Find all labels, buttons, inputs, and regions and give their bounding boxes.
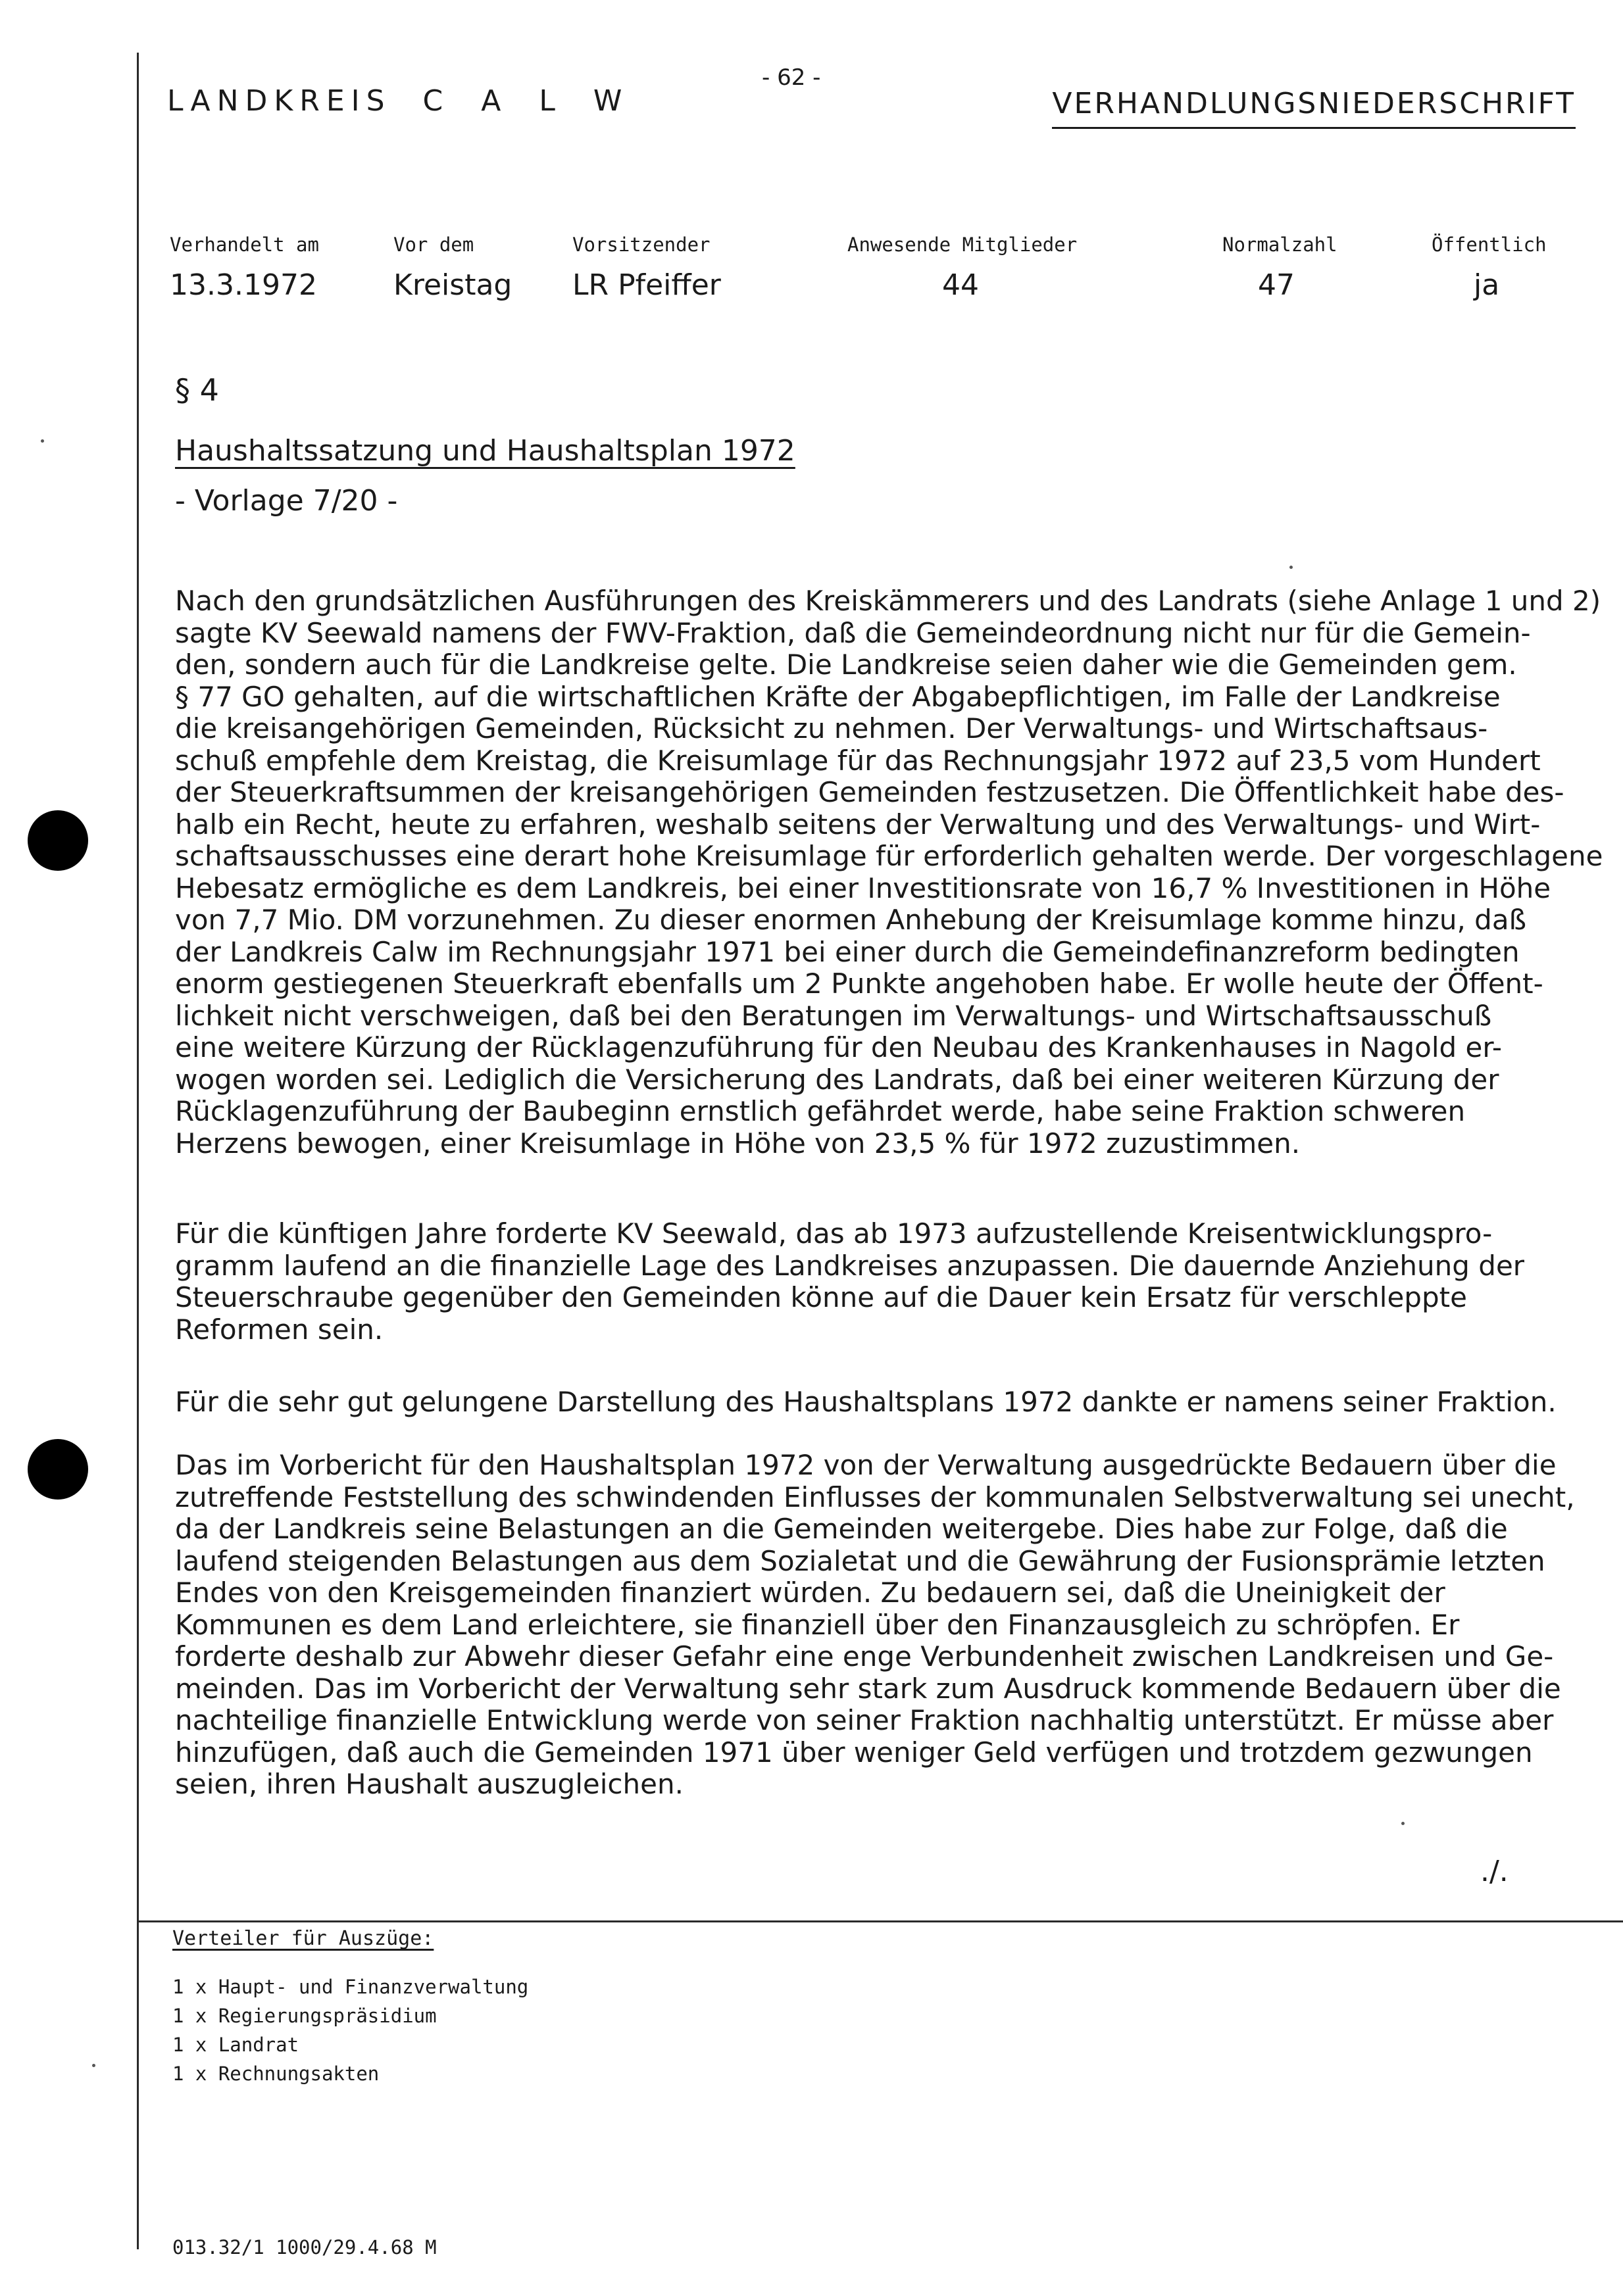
- paragraph-4: [175, 1450, 1609, 1801]
- text-line: § 77 GO gehalten, auf die wirtschaftlichen Kräfte der Abgabepflichtigen, im Falle der Landkreise: [175, 680, 1501, 713]
- punch-hole-upper: [28, 810, 88, 871]
- text-line: der Steuerkraftsummen der kreisangehörigen Gemeinden festzusetzen. Die Öffentlichkeit habe des-: [175, 776, 1564, 808]
- meta-value-body: Kreistag: [393, 268, 512, 302]
- scan-speck: [41, 439, 44, 443]
- text-line: von 7,7 Mio. DM vorzunehmen. Zu dieser enormen Anhebung der Kreisumlage komme hinzu, daß: [175, 904, 1527, 936]
- text-line: Nach den grundsätzlichen Ausführungen des Kreiskämmerers und des Landrats (siehe Anlage 1 und 2): [175, 585, 1601, 617]
- text-line: Für die künftigen Jahre forderte KV Seewald, das ab 1973 aufzustellende Kreisentwicklungspro-: [175, 1217, 1493, 1250]
- text-line: Steuerschraube gegenüber den Gemeinden könne auf die Dauer kein Ersatz für verschleppte: [175, 1281, 1467, 1313]
- meta-label-chair: Vorsitzender: [572, 233, 711, 256]
- text-line: schaftsausschusses eine derart hohe Kreisumlage für erforderlich gehalten werde. Der vorgeschlagene: [175, 840, 1603, 872]
- page-number: - 62 -: [762, 64, 821, 91]
- text-line: zutreffende Feststellung des schwindenden Einflusses der kommunalen Selbstverwaltung sei unecht,: [175, 1480, 1575, 1513]
- text-line: Reformen sein.: [175, 1313, 384, 1346]
- meta-label-body: Vor dem: [393, 233, 474, 256]
- text-line: den, sondern auch für die Landkreise gelte. Die Landkreise seien daher wie die Gemeinden gem.: [175, 648, 1517, 681]
- meta-label-public: Öffentlich: [1432, 233, 1547, 256]
- punch-hole-lower: [28, 1439, 88, 1500]
- paragraph-1: [175, 585, 1609, 1160]
- text-line: Herzens bewogen, einer Kreisumlage in Höhe von 23,5 % für 1972 zuzustimmen.: [175, 1127, 1301, 1160]
- distribution-item: 1 x Landrat: [172, 2034, 299, 2056]
- text-line: nachteilige finanzielle Entwicklung werde von seiner Fraktion nachhaltig unterstützt. Er müsse aber: [175, 1704, 1554, 1736]
- text-line: hinzufügen, daß auch die Gemeinden 1971 über weniger Geld verfügen und trotzdem gezwungen: [175, 1736, 1533, 1769]
- text-line: gramm laufend an die finanzielle Lage des Landkreises anzupassen. Die dauernde Anziehung der: [175, 1249, 1525, 1282]
- text-line: wogen worden sei. Lediglich die Versicherung des Landrats, daß bei einer weiteren Kürzung der: [175, 1063, 1499, 1096]
- distribution-item: 1 x Regierungspräsidium: [172, 2005, 437, 2027]
- meta-value-date: 13.3.1972: [170, 268, 317, 302]
- scan-speck: [1289, 566, 1293, 569]
- text-line: enorm gestiegenen Steuerkraft ebenfalls um 2 Punkte angehoben habe. Er wolle heute der Öffent-: [175, 967, 1543, 1000]
- text-line: sagte KV Seewald namens der FWV-Fraktion, daß die Gemeindeordnung nicht nur für die Gemein-: [175, 616, 1531, 649]
- paragraph-number: § 4: [175, 372, 219, 408]
- text-line: lichkeit nicht verschweigen, daß bei den Beratungen im Verwaltungs- und Wirtschaftsausschuß: [175, 999, 1492, 1032]
- scan-speck: [1401, 1822, 1405, 1825]
- text-line: da der Landkreis seine Belastungen an die Gemeinden weitergebe. Dies habe zur Folge, daß die: [175, 1513, 1508, 1545]
- distribution-heading: Verteiler für Auszüge:: [172, 1927, 434, 1950]
- text-line: schuß empfehle dem Kreistag, die Kreisumlage für das Rechnungsjahr 1972 auf 23,5 vom Hundert: [175, 744, 1541, 777]
- text-line: Das im Vorbericht für den Haushaltsplan 1972 von der Verwaltung ausgedrückte Bedauern über die: [175, 1449, 1557, 1481]
- text-line: Endes von den Kreisgemeinden finanziert würden. Zu bedauern sei, daß die Uneinigkeit der: [175, 1576, 1445, 1609]
- meta-value-present: 44: [942, 268, 979, 302]
- left-margin-rule: [137, 53, 139, 2249]
- distribution-item: 1 x Rechnungsakten: [172, 2063, 380, 2085]
- section-title: Haushaltssatzung und Haushaltsplan 1972: [175, 434, 795, 468]
- meta-value-chair: LR Pfeiffer: [572, 268, 721, 302]
- text-line: der Landkreis Calw im Rechnungsjahr 1971 bei einer durch die Gemeindefinanzreform bedingten: [175, 935, 1520, 968]
- distribution-item: 1 x Haupt- und Finanzverwaltung: [172, 1976, 529, 1998]
- text-line: meinden. Das im Vorbericht der Verwaltung sehr stark zum Ausdruck kommende Bedauern über die: [175, 1672, 1561, 1705]
- text-line: laufend steigenden Belastungen aus dem Sozialetat und die Gewährung der Fusionsprämie letzten: [175, 1544, 1545, 1577]
- text-line: Kommunen es dem Land erleichtere, sie finanziell über den Finanzausgleich zu schröpfen. Er: [175, 1608, 1460, 1641]
- meta-label-present: Anwesende Mitglieder: [847, 233, 1078, 256]
- text-line: Hebesatz ermögliche es dem Landkreis, bei einer Investitionsrate von 16,7 % Investitionen in Höhe: [175, 871, 1551, 904]
- continuation-mark: ./.: [1480, 1855, 1509, 1888]
- meta-value-public: ja: [1474, 268, 1500, 302]
- meta-label-date: Verhandelt am: [170, 233, 319, 256]
- meta-label-normal: Normalzahl: [1222, 233, 1337, 256]
- authority-name: LANDKREIS C A L W: [167, 84, 629, 118]
- text-line: forderte deshalb zur Abwehr dieser Gefahr eine enge Verbundenheit zwischen Landkreisen und Ge-: [175, 1640, 1554, 1673]
- document-type: VERHANDLUNGSNIEDERSCHRIFT: [1052, 87, 1576, 129]
- text-line: halb ein Recht, heute zu erfahren, weshalb seitens der Verwaltung und des Verwaltungs- und Wirt-: [175, 808, 1541, 841]
- scan-speck: [92, 2064, 95, 2067]
- text-line: die kreisangehörigen Gemeinden, Rücksicht zu nehmen. Der Verwaltungs- und Wirtschaftsaus-: [175, 712, 1488, 745]
- form-code: 013.32/1 1000/29.4.68 M: [172, 2236, 437, 2259]
- meta-value-normal: 47: [1258, 268, 1295, 302]
- section-subtitle: - Vorlage 7/20 -: [175, 484, 398, 518]
- text-line: Rücklagenzuführung der Baubeginn ernstlich gefährdet werde, habe seine Fraktion schweren: [175, 1095, 1466, 1127]
- text-line: Für die sehr gut gelungene Darstellung des Haushaltsplans 1972 dankte er namens seiner Fraktion.: [175, 1386, 1557, 1418]
- text-line: seien, ihren Haushalt auszugleichen.: [175, 1768, 684, 1800]
- paragraph-2: [175, 1218, 1609, 1346]
- text-line: eine weitere Kürzung der Rücklagenzuführung für den Neubau des Krankenhauses in Nagold er-: [175, 1031, 1503, 1063]
- paragraph-3: [175, 1386, 1609, 1419]
- distribution-separator: [137, 1920, 1623, 1922]
